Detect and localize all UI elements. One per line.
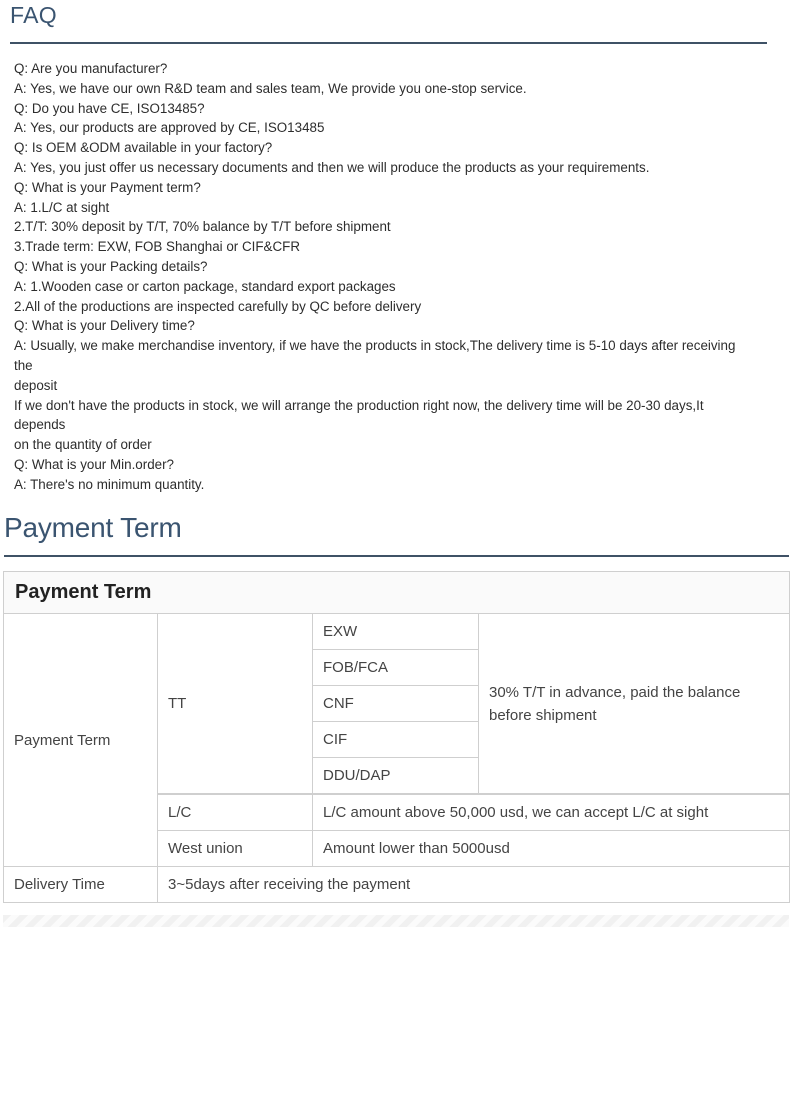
lc-label: L/C (158, 794, 313, 831)
faq-line: on the quantity of order (14, 437, 152, 453)
faq-line: A: Yes, we have our own R&D team and sales team, We provide you one-stop service. (14, 80, 527, 96)
table-row (4, 867, 790, 903)
tt-label: TT (158, 614, 313, 795)
faq-line: Q: What is your Delivery time? (14, 318, 195, 334)
faq-line: Q: Are you manufacturer? (14, 61, 168, 76)
faq-line: A: Usually, we make merchandise inventory, if we have the products in stock,The delivery time is 5-10 days after receiving (14, 338, 736, 354)
west-union-label: West union (158, 831, 313, 867)
faq-line: Q: Is OEM &ODM available in your factory? (14, 140, 273, 156)
faq-line: Q: Do you have CE, ISO13485? (14, 100, 205, 116)
faq-line: Q: What is your Payment term? (14, 179, 201, 195)
faq-heading: FAQ (10, 2, 57, 28)
faq-line: depends (14, 417, 66, 433)
payment-term-heading: Payment Term (4, 512, 182, 543)
faq-line: 2.All of the productions are inspected carefully by QC before delivery (14, 298, 422, 314)
payment-term-label: Payment Term (4, 614, 158, 867)
term-ddu-dap: DDU/DAP (313, 758, 479, 795)
delivery-time-label: Delivery Time (4, 867, 158, 903)
faq-line: A: 1.Wooden case or carton package, standard export packages (14, 278, 396, 294)
table-header-row (4, 572, 790, 614)
faq-list (14, 59, 759, 495)
faq-line: A: There's no minimum quantity. (14, 476, 205, 492)
delivery-time-note: 3~5days after receiving the payment (158, 867, 790, 903)
term-exw: EXW (313, 614, 479, 650)
faq-line: 3.Trade term: EXW, FOB Shanghai or CIF&CFR (14, 239, 301, 255)
faq-line: If we don't have the products in stock, we will arrange the production right now, the delivery time will be 20-30 days,It (14, 397, 704, 413)
west-union-note: Amount lower than 5000usd (313, 831, 790, 867)
faq-line: A: Yes, you just offer us necessary documents and then we will produce the products as your requirements. (14, 159, 650, 175)
table-row (4, 614, 790, 650)
faq-line: A: 1.L/C at sight (14, 199, 110, 215)
term-cif: CIF (313, 722, 479, 758)
payment-term-divider (4, 555, 789, 557)
faq-line: deposit (14, 377, 58, 393)
payment-term-table (3, 571, 790, 903)
faq-line: Q: What is your Packing details? (14, 258, 208, 274)
faq-line: Q: What is your Min.order? (14, 456, 174, 472)
faq-line: A: Yes, our products are approved by CE, ISO13485 (14, 120, 325, 136)
faq-divider (10, 42, 767, 44)
faq-line: 2.T/T: 30% deposit by T/T, 70% balance by T/T before shipment (14, 219, 391, 235)
term-fob-fca: FOB/FCA (313, 650, 479, 686)
decorative-stripe (3, 915, 789, 927)
term-cnf: CNF (313, 686, 479, 722)
lc-note: L/C amount above 50,000 usd, we can accept L/C at sight (313, 794, 790, 831)
tt-note: 30% T/T in advance, paid the balance before shipment (479, 614, 790, 795)
table-title: Payment Term (4, 572, 790, 614)
faq-line: the (14, 357, 33, 373)
